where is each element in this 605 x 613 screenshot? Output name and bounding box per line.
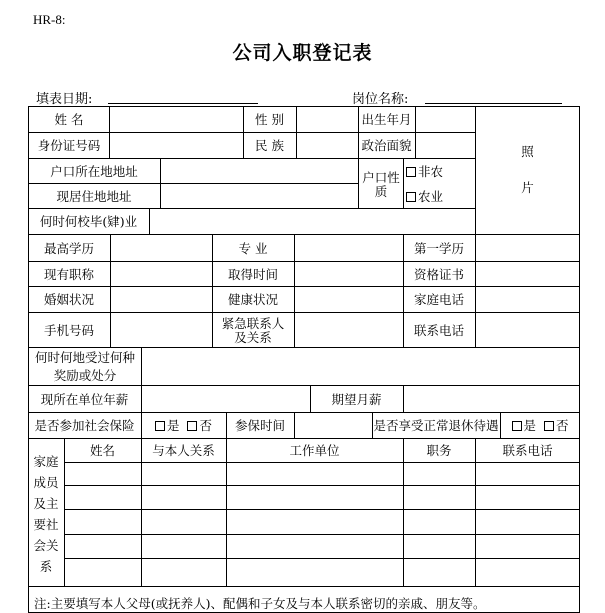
mobile-label: 手机号码 — [43, 322, 94, 338]
first-education-label: 第一学历 — [413, 240, 464, 256]
fill-date-label: 填表日期: — [36, 92, 93, 107]
col-name-header: 姓名 — [89, 443, 115, 458]
retire-label: 是否享受正常退休待遇 — [373, 418, 499, 433]
name-label: 姓 名 — [54, 111, 84, 127]
certificate-label: 资格证书 — [413, 266, 464, 282]
contact-phone-label: 联系电话 — [413, 322, 464, 338]
education-label: 最高学历 — [43, 240, 94, 256]
home-phone-label: 家庭电话 — [413, 292, 464, 307]
obtain-time-label: 取得时间 — [227, 266, 278, 282]
fill-date-field[interactable] — [108, 103, 258, 104]
col-phone-header: 联系电话 — [502, 443, 553, 458]
ethnic-label: 民 族 — [255, 138, 284, 153]
gender-label: 性 别 — [255, 111, 284, 127]
reward-label: 何时何地受过何种奖励或处分 — [34, 350, 135, 383]
checkbox-icon — [155, 421, 165, 431]
col-unit-header: 工作单位 — [289, 443, 340, 458]
expected-salary-label: 期望月薪 — [331, 391, 382, 407]
family-label: 家庭成员及主要社会关系 — [33, 454, 59, 574]
insurance-label: 是否参加社会保险 — [34, 418, 135, 433]
page-title: 公司入职登记表 — [232, 42, 373, 64]
non-agri-option[interactable]: 非农 — [406, 159, 475, 184]
current-salary-label: 现所在单位年薪 — [40, 391, 129, 407]
title-label: 现有职称 — [43, 266, 94, 282]
checkbox-icon — [187, 421, 197, 431]
id-number-label: 身份证号码 — [37, 138, 101, 153]
col-relation-header: 与本人关系 — [152, 443, 215, 458]
graduation-label: 何时何校毕(肄)业 — [39, 214, 138, 229]
politics-label: 政治面貌 — [361, 138, 412, 153]
col-job-header: 职务 — [426, 443, 452, 458]
registration-form — [28, 106, 580, 613]
checkbox-icon — [544, 421, 554, 431]
photo-label: 照 — [521, 144, 534, 159]
emergency-contact-label: 紧急联系人及关系 — [221, 315, 285, 345]
hukou-type-label: 户口性质 — [362, 170, 400, 199]
birth-label: 出生年月 — [361, 111, 412, 127]
document-code: HR-8: — [33, 12, 66, 27]
marital-label: 婚姻状况 — [43, 292, 94, 307]
agri-option[interactable]: 农业 — [406, 184, 475, 209]
health-label: 健康状况 — [227, 292, 278, 307]
current-address-label: 现居住地地址 — [56, 188, 132, 204]
major-label: 专 业 — [238, 240, 268, 256]
photo-label-2: 片 — [521, 180, 534, 195]
checkbox-icon — [406, 192, 416, 202]
footnote: 注:主要填写本人父母(或抚养人)、配偶和子女及与本人联系密切的亲戚、朋友等。 — [34, 596, 486, 611]
checkbox-icon — [512, 421, 522, 431]
hukou-address-label: 户口所在地地址 — [50, 163, 138, 179]
position-label: 岗位名称: — [352, 92, 409, 107]
position-field[interactable] — [425, 103, 562, 104]
insure-time-label: 参保时间 — [234, 418, 285, 433]
insurance-options[interactable]: 是 否 — [141, 413, 226, 439]
checkbox-icon — [406, 167, 416, 177]
retire-options[interactable]: 是 否 — [500, 413, 580, 439]
